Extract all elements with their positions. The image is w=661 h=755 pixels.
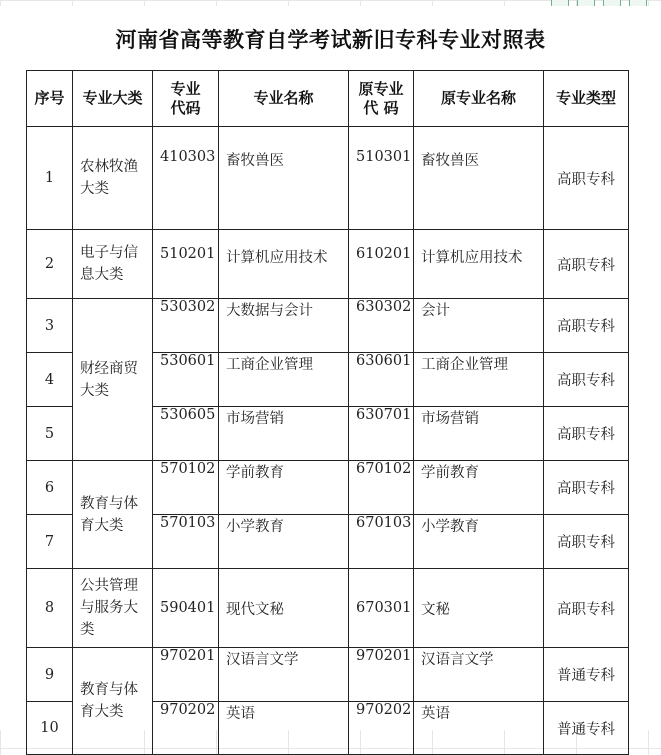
cell-old-code: 670102 xyxy=(349,461,414,515)
cell-code: 530601 xyxy=(153,353,219,407)
cell-code: 970202 xyxy=(153,702,219,755)
header-old-code xyxy=(349,71,414,127)
cell-name: 汉语言文学 xyxy=(219,648,349,702)
header-category: 专业大类 xyxy=(73,71,153,127)
cell-old-name: 计算机应用技术 xyxy=(414,230,544,299)
cell-old-code: 670103 xyxy=(349,515,414,569)
cell-old-code: 630601 xyxy=(349,353,414,407)
cell-type: 高职专科 xyxy=(544,230,629,299)
cell-old-name: 市场营销 xyxy=(414,407,544,461)
cell-type: 高职专科 xyxy=(544,515,629,569)
cell-index: 1 xyxy=(27,127,73,230)
cell-category: 电子与信息大类 xyxy=(73,230,153,299)
cell-name: 畜牧兽医 xyxy=(219,127,349,230)
cell-category: 公共管理与服务大类 xyxy=(73,569,153,648)
cell-name: 学前教育 xyxy=(219,461,349,515)
cell-index: 7 xyxy=(27,515,73,569)
cell-type: 高职专科 xyxy=(544,407,629,461)
cell-code: 570102 xyxy=(153,461,219,515)
cell-old-code: 970201 xyxy=(349,648,414,702)
table-row xyxy=(27,648,629,702)
header-name: 专业名称 xyxy=(219,71,349,127)
table-header-row xyxy=(27,71,629,127)
cell-code: 530302 xyxy=(153,299,219,353)
cell-name: 英语 xyxy=(219,702,349,755)
cell-code: 530605 xyxy=(153,407,219,461)
header-code-line2: 代码 xyxy=(170,98,201,117)
cell-type: 普通专科 xyxy=(544,648,629,702)
cell-old-name: 畜牧兽医 xyxy=(414,127,544,230)
cell-category: 教育与体育大类 xyxy=(73,461,153,569)
header-code xyxy=(153,71,219,127)
cell-old-code: 630701 xyxy=(349,407,414,461)
cell-type: 高职专科 xyxy=(544,461,629,515)
header-type: 专业类型 xyxy=(544,71,629,127)
cell-index: 9 xyxy=(27,648,73,702)
cell-name: 市场营销 xyxy=(219,407,349,461)
page-title: 河南省高等教育自学考试新旧专科专业对照表 xyxy=(115,28,546,52)
cell-code: 970201 xyxy=(153,648,219,702)
header-old-code-line2: 代 码 xyxy=(363,98,399,117)
cell-type: 普通专科 xyxy=(544,702,629,755)
table-row xyxy=(27,127,629,230)
cell-code: 410303 xyxy=(153,127,219,230)
header-old-code-line1: 原专业 xyxy=(358,79,404,98)
cell-type: 高职专科 xyxy=(544,569,629,648)
cell-index: 2 xyxy=(27,230,73,299)
cell-name: 计算机应用技术 xyxy=(219,230,349,299)
cell-old-name: 会计 xyxy=(414,299,544,353)
cell-index: 6 xyxy=(27,461,73,515)
cell-old-code: 510301 xyxy=(349,127,414,230)
cell-type: 高职专科 xyxy=(544,127,629,230)
cell-old-name: 汉语言文学 xyxy=(414,648,544,702)
cell-category: 财经商贸大类 xyxy=(73,299,153,461)
table-row xyxy=(27,299,629,353)
cell-category: 教育与体育大类 xyxy=(73,648,153,755)
major-comparison-table xyxy=(26,70,629,755)
cell-old-name: 文秘 xyxy=(414,569,544,648)
cell-name: 大数据与会计 xyxy=(219,299,349,353)
cell-name: 工商企业管理 xyxy=(219,353,349,407)
cell-old-code: 630302 xyxy=(349,299,414,353)
cell-category: 农林牧渔大类 xyxy=(73,127,153,230)
cell-code: 570103 xyxy=(153,515,219,569)
cell-index: 4 xyxy=(27,353,73,407)
cell-old-code: 970202 xyxy=(349,702,414,755)
cell-old-name: 小学教育 xyxy=(414,515,544,569)
header-code-line1: 专业 xyxy=(170,79,201,98)
header-old-name: 原专业名称 xyxy=(414,71,544,127)
cell-index: 10 xyxy=(27,702,73,755)
document-sheet xyxy=(0,6,661,738)
cell-index: 8 xyxy=(27,569,73,648)
cell-code: 590401 xyxy=(153,569,219,648)
cell-old-name: 英语 xyxy=(414,702,544,755)
cell-old-code: 670301 xyxy=(349,569,414,648)
cell-old-code: 610201 xyxy=(349,230,414,299)
cell-name: 小学教育 xyxy=(219,515,349,569)
table-row xyxy=(27,230,629,299)
cell-old-name: 学前教育 xyxy=(414,461,544,515)
header-index: 序号 xyxy=(27,71,73,127)
cell-old-name: 工商企业管理 xyxy=(414,353,544,407)
table-row xyxy=(27,569,629,648)
cell-index: 5 xyxy=(27,407,73,461)
cell-code: 510201 xyxy=(153,230,219,299)
cell-type: 高职专科 xyxy=(544,353,629,407)
table-row xyxy=(27,461,629,515)
cell-type: 高职专科 xyxy=(544,299,629,353)
cell-name: 现代文秘 xyxy=(219,569,349,648)
cell-index: 3 xyxy=(27,299,73,353)
